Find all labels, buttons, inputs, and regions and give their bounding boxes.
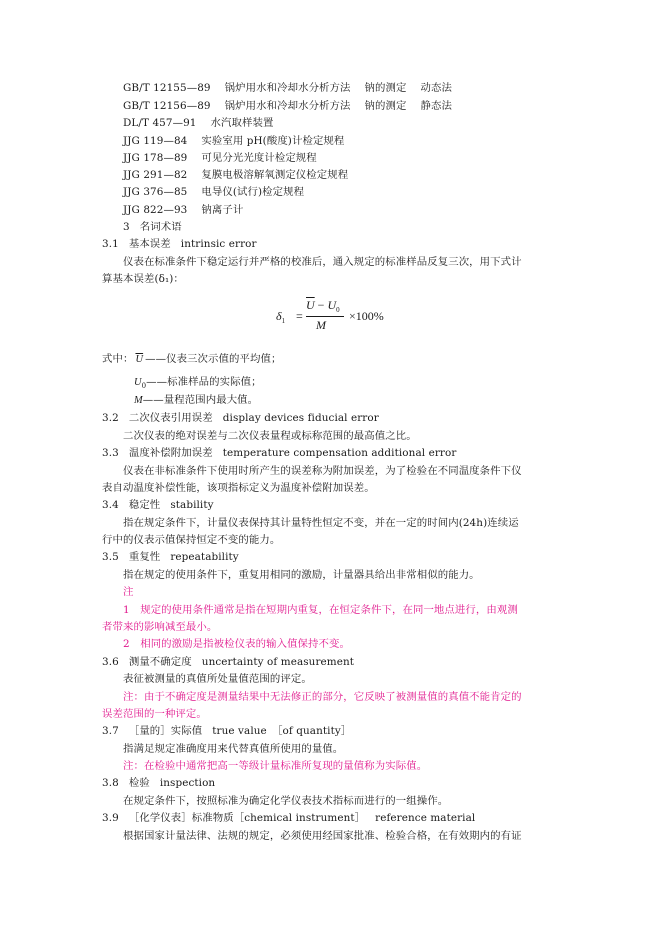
section-3-5-note-1a: 1 规定的使用条件通常是指在短期内重复，在恒定条件下，在同一地点进行，由观测 <box>123 604 518 616</box>
section-3-1-heading <box>102 237 257 251</box>
ref-title: 电导仪(试行)检定规程 <box>201 186 305 198</box>
section-en-title: reference material <box>375 812 476 824</box>
symbol-m-desc: ——量程范围内最大值。 <box>142 394 259 406</box>
section-number: 3.6 <box>102 656 119 668</box>
ref-line-3 <box>123 116 273 130</box>
section-3-6-note-1a: 注：由于不确定度是测量结果中无法修正的部分，它反映了被测量值的真值不能肯定的 <box>123 691 522 703</box>
section-title: 二次仪表引用误差 <box>128 412 213 424</box>
ref-line-1 <box>123 81 452 95</box>
ref-title: 锅炉用水和冷却水分析方法 <box>224 100 351 112</box>
section-title: 重复性 <box>128 551 161 563</box>
section-en-title: true value ［of quantity］ <box>212 725 352 737</box>
section-number: 3.8 <box>102 777 119 789</box>
ref-title: 可见分光光度计检定规程 <box>201 152 317 164</box>
formula-lhs-sub: 1 <box>281 317 286 325</box>
symbol-u0-desc: ——标准样品的实际值； <box>146 376 262 388</box>
section-number: 3.2 <box>102 412 119 424</box>
section-3-8-para-1: 在规定条件下，按照标准为确定化学仪表技术指标而进行的一组操作。 <box>123 795 449 807</box>
ref-title: 钠离子计 <box>201 204 244 216</box>
ref-code: JJG 119—84 <box>123 135 188 147</box>
section-title: ［量的］实际值 <box>128 725 203 737</box>
section-number: 3.7 <box>102 725 119 737</box>
chapter-number: 3 <box>123 221 130 233</box>
section-3-2-heading <box>102 411 379 425</box>
ref-line-7 <box>123 185 304 199</box>
ref-code: JJG 178—89 <box>123 152 188 164</box>
section-3-1-para-1: 仪表在标准条件下稳定运行并严格的校准后，通入规定的标准样品反复三次，用下式计 <box>123 256 522 268</box>
ref-sub: 钠的测定 <box>364 100 407 112</box>
ref-line-5 <box>123 151 317 165</box>
section-3-5-note-label: 注 <box>123 586 134 598</box>
where-line-u0 <box>134 375 262 390</box>
section-3-5-para-1: 指在规定的使用条件下，重复用相同的激励，计量器具给出非常相似的能力。 <box>123 569 480 581</box>
symbol-u0-sub: 0 <box>141 382 147 390</box>
section-title: 温度补偿附加误差 <box>128 447 213 459</box>
section-3-5-note-2: 2 相同的激励是指被检仪表的输入值保持不变。 <box>123 638 351 650</box>
section-3-6-heading <box>102 655 354 669</box>
formula-u0: U <box>327 298 337 312</box>
chapter-title: 名词术语 <box>139 221 182 233</box>
section-en-title: inspection <box>159 777 216 789</box>
section-3-1-para-2: 算基本误差(δ₁)： <box>102 273 184 285</box>
section-3-8-heading <box>102 776 215 790</box>
ref-code: GB/T 12156—89 <box>123 100 211 112</box>
section-3-9-para-1: 根据国家计量法律、法规的规定，必须使用经国家批准、检验合格，在有效期内的有证 <box>123 830 522 842</box>
formula-u0-sub: 0 <box>336 306 340 314</box>
where-line-u <box>102 352 281 367</box>
formula-equals: = <box>296 309 303 323</box>
symbol-u0: U <box>134 377 142 388</box>
section-3-7-note-1: 注：在检验中通常把高一等级计量标准所复现的量值称为实际值。 <box>123 760 428 772</box>
symbol-u-bar: $\overline{U}$ <box>135 354 144 365</box>
section-number: 3.9 <box>102 812 119 824</box>
where-line-m <box>134 393 258 408</box>
ref-title: 水汽取样装置 <box>210 117 274 129</box>
section-3-9-heading <box>102 811 475 825</box>
ref-sub2: 静态法 <box>420 100 452 112</box>
section-3-3-para-1: 仪表在非标准条件下使用时所产生的误差称为附加误差，为了检验在不同温度条件下仪 <box>123 465 522 477</box>
section-3-5-heading <box>102 550 239 564</box>
section-title: 检验 <box>128 777 150 789</box>
section-3-4-para-2: 行中的仪表示值保持恒定不变的能力。 <box>102 534 281 546</box>
section-title: ［化学仪表］标准物质［chemical instrument］ <box>128 812 366 824</box>
section-title: 基本误差 <box>128 238 171 250</box>
section-3-6-note-1b: 误差范围的一种评定。 <box>102 708 207 720</box>
ref-code: GB/T 12155—89 <box>123 82 211 94</box>
symbol-m: M <box>134 395 143 406</box>
section-3-7-heading <box>102 724 351 738</box>
section-title: 测量不确定度 <box>128 656 192 668</box>
ref-line-2 <box>123 99 452 113</box>
section-en-title: intrinsic error <box>180 238 257 250</box>
section-number: 3.4 <box>102 499 119 511</box>
formula-fraction-bar <box>306 316 344 317</box>
ref-title: 锅炉用水和冷却水分析方法 <box>224 82 351 94</box>
section-en-title: temperature compensation additional error <box>222 447 457 459</box>
formula-denominator: M <box>316 318 326 332</box>
section-number: 3.1 <box>102 238 119 250</box>
where-label: 式中： <box>102 353 134 365</box>
section-3-6-para-1: 表征被测量的真值所处量值范围的评定。 <box>123 673 312 685</box>
ref-line-8 <box>123 203 243 217</box>
section-3-5-note-1b: 者带来的影响减至最小。 <box>102 621 218 633</box>
section-number: 3.5 <box>102 551 119 563</box>
section-3-4-para-1: 指在规定条件下，计量仪表保持其计量特性恒定不变，并在一定的时间内(24h)连续运 <box>123 517 519 529</box>
ref-code: JJG 291—82 <box>123 169 188 181</box>
ref-code: JJG 822—93 <box>123 204 188 216</box>
section-3-3-para-2: 表自动温度补偿性能，该项指标定义为温度补偿附加误差。 <box>102 482 375 494</box>
ref-title: 复膜电极溶解氧测定仪检定规程 <box>201 169 349 181</box>
ref-sub2: 动态法 <box>420 82 452 94</box>
formula-u-bar: $\overline{U}$ <box>306 298 315 312</box>
formula-lhs <box>276 309 285 324</box>
symbol-u-desc: ——仪表三次示值的平均值； <box>145 353 282 365</box>
section-en-title: uncertainty of measurement <box>201 656 355 668</box>
section-number: 3.3 <box>102 447 119 459</box>
ref-sub: 钠的测定 <box>364 82 407 94</box>
section-3-4-heading <box>102 498 214 512</box>
formula-numerator <box>306 298 340 313</box>
ref-title: 实验室用 pH(酸度)计检定规程 <box>201 135 345 147</box>
section-en-title: stability <box>170 499 214 511</box>
ref-code: DL/T 457—91 <box>123 117 197 129</box>
section-title: 稳定性 <box>128 499 161 511</box>
section-en-title: display devices fiducial error <box>222 412 379 424</box>
section-3-2-para-1: 二次仪表的绝对误差与二次仪表量程或标称范围的最高值之比。 <box>123 430 417 442</box>
formula-minus: − <box>314 298 328 312</box>
formula-percent: ×100% <box>349 309 384 323</box>
section-3-7-para-1: 指满足规定准确度用来代替真值所使用的量值。 <box>123 743 344 755</box>
chapter-heading <box>123 220 182 234</box>
section-3-3-heading <box>102 446 456 460</box>
ref-line-4 <box>123 134 344 148</box>
basic-error-formula <box>272 296 422 342</box>
ref-line-6 <box>123 168 348 182</box>
ref-code: JJG 376—85 <box>123 186 188 198</box>
section-en-title: repeatability <box>170 551 239 563</box>
formula-delta: δ <box>276 309 282 323</box>
